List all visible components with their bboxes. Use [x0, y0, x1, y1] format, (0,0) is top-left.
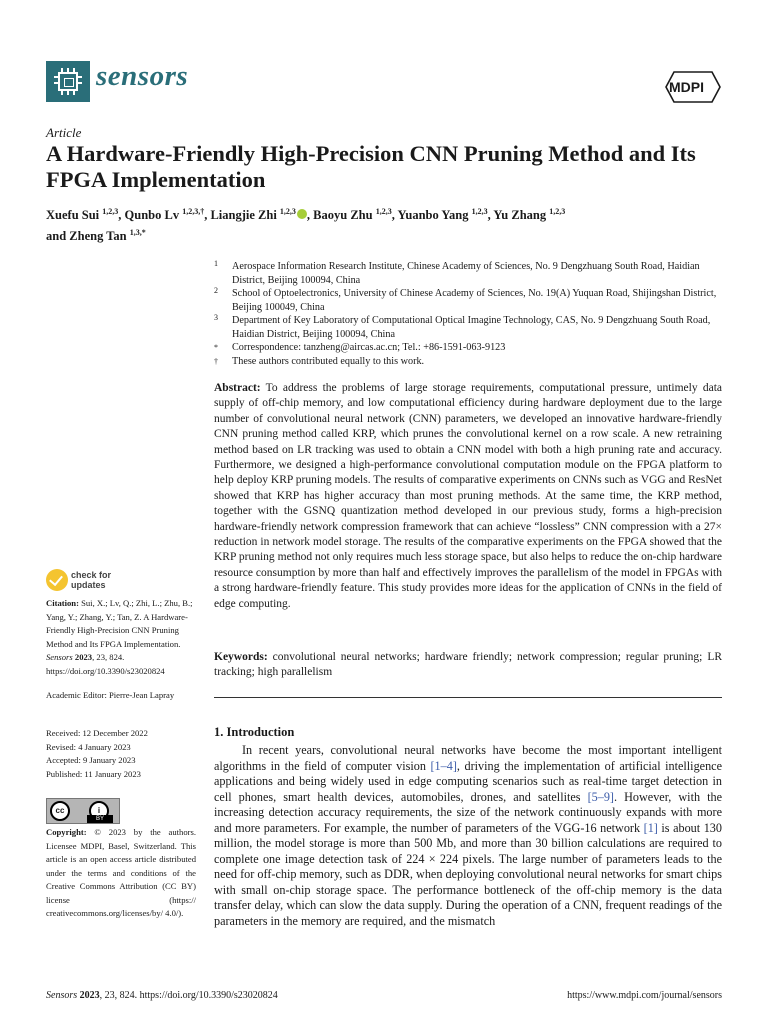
citation-block: Citation: Sui, X.; Lv, Q.; Zhi, L.; Zhu, B.; Yang, Y.; Zhang, Y.; Tan, Z. A Hardware-Friendly High-Precision CNN Pruning Method and Its FPGA Implementation. Sensors 2023, 23, 824. https://doi.org/10.3390/s23020824 [46, 598, 193, 676]
dates-block [46, 727, 196, 781]
copyright-block: Copyright: © 2023 by the authors. Licensee MDPI, Basel, Switzerland. This article is an open access article distributed under the terms and conditions of the Creative Commons Attribution (CC BY) license (https:// creativecommons.org/licenses/by/ 4.0/). [46, 827, 196, 918]
keywords [214, 650, 722, 681]
author-affil: 1,3,* [129, 228, 146, 238]
citation-link[interactable]: [1] [643, 820, 658, 835]
received-date: Received: 12 December 2022 [46, 728, 148, 738]
footer-journal-url[interactable]: https://www.mdpi.com/journal/sensors [567, 990, 722, 1001]
revised-date: Revised: 4 January 2023 [46, 741, 131, 752]
correspondence: * Correspondence: tanzheng@aircas.ac.cn; Tel.: +86-1591-063-9123 [214, 342, 506, 353]
author-name[interactable]: Yuanbo Yang [397, 208, 469, 223]
author-name[interactable]: Qunbo Lv [124, 208, 180, 223]
keywords-text: convolutional neural networks; hardware friendly; network compression; regular pruning; LR tracking; high parallelism [214, 651, 723, 679]
author-name[interactable]: Xuefu Sui [46, 208, 100, 223]
keywords-label: Keywords: [214, 651, 268, 663]
footer-citation: Sensors 2023, 23, 824. https://doi.org/10.3390/s23020824 [46, 990, 278, 1001]
citation-link[interactable]: [5–9] [587, 789, 614, 804]
citation-link[interactable]: [1–4] [430, 758, 457, 773]
paper-title: A Hardware-Friendly High-Precision CNN Pruning Method and Its FPGA Implementation [46, 141, 696, 192]
author-name[interactable]: Yu Zhang [493, 208, 547, 223]
orcid-icon[interactable] [297, 209, 307, 219]
divider [214, 697, 722, 698]
equal-contribution-note: † These authors contributed equally to this work. [214, 355, 425, 367]
affiliation-item: 1 Aerospace Information Research Institute, Chinese Academy of Sciences, No. 9 Dengzhuang South Road, Haidian District, Beijing 100094, China [214, 259, 700, 286]
author-affil: 1,2,3 [549, 207, 566, 216]
affiliation-item: 3 Department of Key Laboratory of Computational Optical Imagine Technology, CAS, No. 9 Dengzhuang South Road, Haidian District, Beijing 100094, China [214, 313, 711, 340]
author-name[interactable]: Baoyu Zhu [313, 208, 373, 223]
author-name[interactable]: Zheng Tan [69, 229, 127, 244]
accepted-date: Accepted: 9 January 2023 [46, 755, 136, 765]
mdpi-logo-icon [664, 70, 722, 104]
intro-paragraph: In recent years, convolutional neural networks have become the most important intelligent algorithms in the field of computer vision [1–4], driving the implementation of artificial intelligence applications and being widely used in edge computing scenarios such as real-time target detection in cell phones, smart health devices, automobiles, drones, and satellites [5–9]. However, with the increasing detection accuracy requirements, the size of the network continuously expands with more and more parameters. For example, the number of parameters of the VGG-16 network [1] is about 130 million, the model storage is more than 500 Mb, and more than 30 billion calculations are required to complete one image detection task of 224 × 224 pixels. The large number of parameters leads to the need for off-chip memory, such as DDR, when deploying convolutional neural networks for smart chips with small on-chip storage space. The performance bottleneck of the off-chip memory is the data transfer delay, which can slow the data supply. During the operation of a CNN, frequent readings of the parameters in the memory are required, and the mismatch [214, 743, 722, 928]
author-affil: 1,2,3 [375, 207, 392, 216]
academic-editor: Academic Editor: Pierre-Jean Lapray [46, 690, 175, 700]
affiliation-item: 2 School of Optoelectronics, University of Chinese Academy of Sciences, No. 19(A) Yuquan Road, Shijingshan District, Beijing 100049, China [214, 286, 717, 313]
published-date: Published: 11 January 2023 [46, 768, 141, 779]
author-affil: 1,2,3,† [182, 207, 205, 216]
journal-logo-icon [46, 61, 90, 102]
abstract [214, 381, 722, 612]
abstract-text: To address the problems of large storage requirements, computational pressure, untimely data supply of off-chip memory, and low computational efficiency during hardware deployment due to the large number of convolutional neural network (CNN) parameters, we developed an innovative hardware-friendly CNN pruning method called KRP, which prunes the convolutional kernel on a row scale. A new retraining method based on LR tracking was used to obtain a CNN model with both a high pruning rate and accuracy. Furthermore, we designed a high-performance convolutional computation module on the FPGA platform to help deploy KRP pruning models. The results of comparative experiments on CNNs such as VGG and ResNet showed that KRP has higher accuracy than most pruning methods. At the same time, the KRP method, together with the GSNQ quantization method developed in our previous study, forms a high-precision hardware-friendly network compression framework that can achieve “lossless” CNN compression with a 27× reduction in network model storage. The results of the comparative experiments on the FPGA showed that the KRP pruning method not only requires much less storage space, but also helps to reduce the on-chip hardware resource consumption by more than half and effectively improves the parallelism of the model in FPGAs with a strong hardware-friendly feature. This study provides more ideas for the application of CNNs in the field of edge computing. [214, 382, 722, 610]
article-type: Article [46, 125, 82, 140]
section-heading: 1. Introduction [214, 725, 295, 739]
author-name[interactable]: Liangjie Zhi [210, 208, 277, 223]
abstract-label: Abstract: [214, 382, 261, 394]
publisher-name: MDPI [669, 79, 704, 95]
author-list: Xuefu Sui $^{1,2,3}$, Qunbo Lv $^{1,2,3,\dagger}$, Liangjie Zhi $^{1,2,3}$ , Baoyu Zhu $^{1,2,3}$, Yuanbo Yang $^{1,2,3}$, Yu Zhang $^{1,2,3}$ and Zheng Tan $^{1,3,*}$ [46, 207, 566, 244]
cc-by-license-icon[interactable]: cc i BY [46, 798, 120, 824]
check-icon [46, 569, 68, 591]
journal-name: sensors [96, 60, 189, 92]
affiliations [214, 260, 724, 368]
author-affil: 1,2,3 [279, 207, 296, 216]
author-affil: 1,2,3 [471, 207, 488, 216]
author-affil: 1,2,3 [102, 207, 119, 216]
